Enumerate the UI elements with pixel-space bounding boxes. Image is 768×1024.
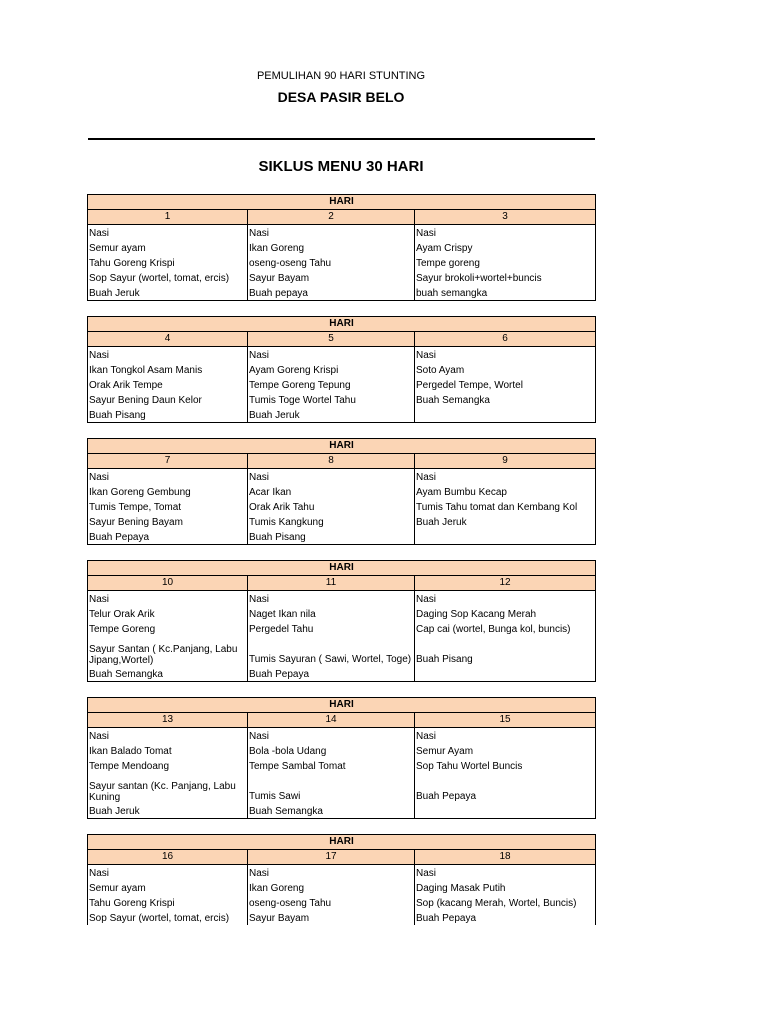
menu-cell: Buah Semangka — [415, 392, 596, 407]
day-number: 7 — [88, 454, 248, 469]
menu-cell: Nasi — [415, 728, 596, 744]
menu-cell: oseng-oseng Tahu — [248, 895, 415, 910]
menu-row — [88, 743, 596, 758]
menu-cell: Ayam Bumbu Kecap — [415, 484, 596, 499]
menu-row — [88, 407, 596, 423]
menu-cell: Naget Ikan nila — [248, 606, 415, 621]
menu-row — [88, 606, 596, 621]
menu-row — [88, 225, 596, 241]
hari-label: HARI — [88, 195, 596, 210]
day-number-row — [88, 332, 596, 347]
menu-row — [88, 529, 596, 545]
menu-blocks — [87, 194, 596, 940]
menu-table — [87, 697, 596, 819]
menu-row — [88, 240, 596, 255]
menu-row — [88, 469, 596, 485]
menu-cell: Ayam Goreng Krispi — [248, 362, 415, 377]
menu-cell: Daging Sop Kacang Merah — [415, 606, 596, 621]
menu-table — [87, 560, 596, 682]
menu-cell: Nasi — [248, 591, 415, 607]
day-number: 16 — [88, 850, 248, 865]
menu-cell — [415, 803, 596, 819]
menu-table — [87, 834, 596, 925]
menu-cell: Nasi — [415, 591, 596, 607]
menu-row — [88, 728, 596, 744]
menu-row — [88, 758, 596, 773]
menu-cell: Buah Pepaya — [415, 910, 596, 925]
menu-cell: Buah Jeruk — [248, 407, 415, 423]
menu-cell: Nasi — [248, 225, 415, 241]
village-title: DESA PASIR BELO — [277, 89, 405, 105]
menu-cell: Buah Pepaya — [248, 666, 415, 682]
menu-cell: buah semangka — [415, 285, 596, 301]
day-number: 14 — [248, 713, 415, 728]
menu-cell: Tempe goreng — [415, 255, 596, 270]
menu-row — [88, 636, 596, 666]
menu-cell: Acar Ikan — [248, 484, 415, 499]
hari-header-row — [88, 698, 596, 713]
menu-cell: Nasi — [88, 591, 248, 607]
menu-cell: Buah Pepaya — [415, 773, 596, 803]
menu-cell: Buah Jeruk — [88, 803, 248, 819]
menu-cell: Tumis Sawi — [248, 773, 415, 803]
menu-cell: Telur Orak Arik — [88, 606, 248, 621]
menu-table — [87, 194, 596, 301]
menu-cell: Ikan Goreng — [248, 240, 415, 255]
menu-row — [88, 392, 596, 407]
menu-row — [88, 484, 596, 499]
day-number-row — [88, 454, 596, 469]
menu-cell: Semur Ayam — [415, 743, 596, 758]
menu-cell: Nasi — [415, 469, 596, 485]
hari-header-row — [88, 195, 596, 210]
menu-cell: Sayur Bayam — [248, 270, 415, 285]
menu-cell: Ikan Goreng — [248, 880, 415, 895]
day-number: 6 — [415, 332, 596, 347]
day-number-row — [88, 210, 596, 225]
menu-cell: Pergedel Tempe, Wortel — [415, 377, 596, 392]
hari-header-row — [88, 835, 596, 850]
day-number-row — [88, 713, 596, 728]
hari-header-row — [88, 317, 596, 332]
menu-cell: Tahu Goreng Krispi — [88, 895, 248, 910]
menu-row — [88, 347, 596, 363]
menu-cell: Tempe Sambal Tomat — [248, 758, 415, 773]
menu-cell: Sayur Bening Daun Kelor — [88, 392, 248, 407]
menu-cell: Buah Semangka — [88, 666, 248, 682]
menu-cell: Tempe Goreng — [88, 621, 248, 636]
menu-cell: Daging Masak Putih — [415, 880, 596, 895]
menu-row — [88, 377, 596, 392]
menu-row — [88, 621, 596, 636]
menu-cell: Tumis Toge Wortel Tahu — [248, 392, 415, 407]
menu-cell — [415, 529, 596, 545]
menu-cell: Nasi — [248, 865, 415, 881]
menu-cell: Buah Pisang — [415, 636, 596, 666]
menu-row — [88, 895, 596, 910]
menu-cell: Soto Ayam — [415, 362, 596, 377]
program-title: PEMULIHAN 90 HARI STUNTING — [256, 70, 426, 82]
day-number: 4 — [88, 332, 248, 347]
menu-cell: Orak Arik Tempe — [88, 377, 248, 392]
menu-row — [88, 255, 596, 270]
menu-row — [88, 880, 596, 895]
day-number: 3 — [415, 210, 596, 225]
day-number: 5 — [248, 332, 415, 347]
menu-row — [88, 499, 596, 514]
menu-cell: Sayur Bayam — [248, 910, 415, 925]
day-number: 2 — [248, 210, 415, 225]
day-number-row — [88, 850, 596, 865]
menu-row — [88, 773, 596, 803]
menu-cell: Buah Pisang — [248, 529, 415, 545]
hari-label: HARI — [88, 698, 596, 713]
menu-cell: Bola -bola Udang — [248, 743, 415, 758]
menu-cell: Buah Semangka — [248, 803, 415, 819]
day-number-row — [88, 576, 596, 591]
menu-cell: Nasi — [88, 469, 248, 485]
menu-cell: Sayur brokoli+wortel+buncis — [415, 270, 596, 285]
hari-header-row — [88, 439, 596, 454]
menu-cell: Sayur Bening Bayam — [88, 514, 248, 529]
menu-cell: Buah Pepaya — [88, 529, 248, 545]
menu-cell: Nasi — [248, 469, 415, 485]
day-number: 18 — [415, 850, 596, 865]
menu-cell: Tumis Sayuran ( Sawi, Wortel, Toge) — [248, 636, 415, 666]
menu-cell: Nasi — [415, 225, 596, 241]
menu-row — [88, 910, 596, 925]
page-title: SIKLUS MENU 30 HARI — [258, 158, 424, 175]
menu-cell: Tahu Goreng Krispi — [88, 255, 248, 270]
menu-table — [87, 438, 596, 545]
menu-cell: Sayur santan (Kc. Panjang, Labu Kuning — [88, 773, 248, 803]
menu-cell: Semur ayam — [88, 240, 248, 255]
header-divider — [88, 138, 595, 140]
menu-row — [88, 666, 596, 682]
menu-row — [88, 362, 596, 377]
day-number: 9 — [415, 454, 596, 469]
menu-row — [88, 865, 596, 881]
menu-cell: Buah Jeruk — [415, 514, 596, 529]
menu-cell: Nasi — [248, 728, 415, 744]
hari-label: HARI — [88, 439, 596, 454]
day-number: 8 — [248, 454, 415, 469]
menu-cell: Ikan Tongkol Asam Manis — [88, 362, 248, 377]
menu-cell: Nasi — [88, 225, 248, 241]
menu-cell: Nasi — [88, 347, 248, 363]
menu-cell: Sop Sayur (wortel, tomat, ercis) — [88, 270, 248, 285]
menu-row — [88, 514, 596, 529]
menu-cell: Tumis Tahu tomat dan Kembang Kol — [415, 499, 596, 514]
menu-row — [88, 803, 596, 819]
day-number: 17 — [248, 850, 415, 865]
menu-cell: Cap cai (wortel, Bunga kol, buncis) — [415, 621, 596, 636]
menu-cell: Nasi — [88, 728, 248, 744]
menu-cell: Pergedel Tahu — [248, 621, 415, 636]
menu-cell: Buah Pisang — [88, 407, 248, 423]
day-number: 13 — [88, 713, 248, 728]
menu-cell: Nasi — [88, 865, 248, 881]
day-number: 10 — [88, 576, 248, 591]
menu-cell: Nasi — [415, 347, 596, 363]
day-number: 12 — [415, 576, 596, 591]
menu-cell — [415, 666, 596, 682]
menu-cell: Ikan Goreng Gembung — [88, 484, 248, 499]
hari-header-row — [88, 561, 596, 576]
hari-label: HARI — [88, 317, 596, 332]
menu-cell: Buah pepaya — [248, 285, 415, 301]
menu-cell: Tumis Tempe, Tomat — [88, 499, 248, 514]
menu-cell: oseng-oseng Tahu — [248, 255, 415, 270]
day-number: 15 — [415, 713, 596, 728]
menu-cell: Sop Sayur (wortel, tomat, ercis) — [88, 910, 248, 925]
hari-label: HARI — [88, 835, 596, 850]
menu-cell: Tumis Kangkung — [248, 514, 415, 529]
menu-cell: Buah Jeruk — [88, 285, 248, 301]
menu-cell: Semur ayam — [88, 880, 248, 895]
menu-row — [88, 270, 596, 285]
menu-cell: Sop Tahu Wortel Buncis — [415, 758, 596, 773]
menu-cell: Nasi — [248, 347, 415, 363]
menu-cell: Nasi — [415, 865, 596, 881]
menu-row — [88, 285, 596, 301]
menu-cell: Tempe Goreng Tepung — [248, 377, 415, 392]
menu-row — [88, 591, 596, 607]
menu-cell: Sop (kacang Merah, Wortel, Buncis) — [415, 895, 596, 910]
menu-cell: Ayam Crispy — [415, 240, 596, 255]
menu-cell — [415, 407, 596, 423]
menu-cell: Sayur Santan ( Kc.Panjang, Labu Jipang,Wortel) — [88, 636, 248, 666]
menu-cell: Orak Arik Tahu — [248, 499, 415, 514]
day-number: 11 — [248, 576, 415, 591]
hari-label: HARI — [88, 561, 596, 576]
menu-cell: Ikan Balado Tomat — [88, 743, 248, 758]
day-number: 1 — [88, 210, 248, 225]
menu-cell: Tempe Mendoang — [88, 758, 248, 773]
menu-table — [87, 316, 596, 423]
